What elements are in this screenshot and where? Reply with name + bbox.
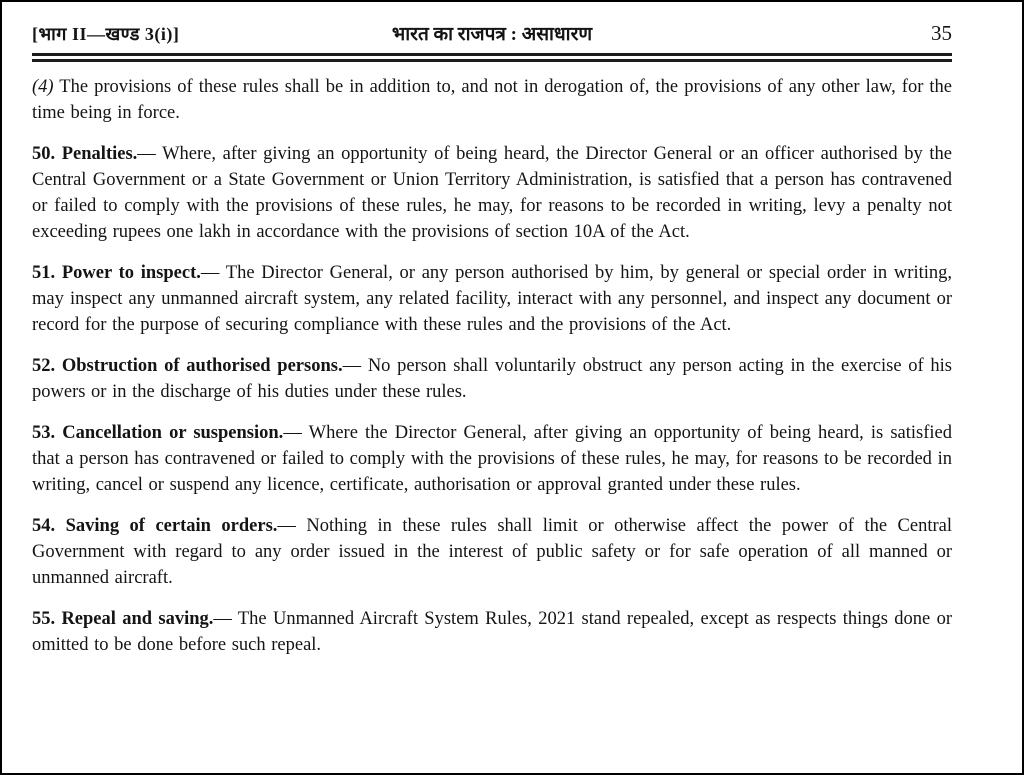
rule-52-text: — No person shall voluntarily obstruct any person acting in the exercise of his powers or in the discharge of his duties under these rules. — [32, 356, 952, 402]
rule-53-text: — Where the Director General, after giving an opportunity of being heard, is satisfied that a person has contravened or failed to comply with the provisions of these rules, he may, for reasons to be recorded in writing, cancel or suspend any licence, certificate, authorisation or approval granted under these rules. — [32, 423, 952, 495]
header-part-label: [भाग II—खण्ड 3(i)] — [32, 24, 180, 44]
paragraph-rule-54-saving-orders — [32, 513, 952, 591]
paragraph-rule-50-penalties — [32, 141, 952, 245]
rule-50-heading: 50. Penalties. — [32, 144, 138, 164]
paragraph-rule-52-obstruction — [32, 353, 952, 405]
rule-52-heading: 52. Obstruction of authorised persons. — [32, 356, 343, 376]
rule-53-heading: 53. Cancellation or suspension. — [32, 423, 284, 443]
rule-line-top — [32, 53, 952, 56]
subrule-4-number: (4) — [32, 77, 54, 97]
paragraph-rule-51-power-to-inspect — [32, 260, 952, 338]
header-page-number: 35 — [931, 21, 952, 45]
rule-51-heading: 51. Power to inspect. — [32, 263, 201, 283]
rule-54-heading: 54. Saving of certain orders. — [32, 516, 278, 536]
page-header — [32, 22, 952, 46]
subrule-4-text: The provisions of these rules shall be in addition to, and not in derogation of, the provisions of any other law, for the time being in force. — [32, 77, 952, 123]
rule-50-text: — Where, after giving an opportunity of being heard, the Director General or an officer authorised by the Central Government or a State Government or Union Territory Administration, is satisfied that a person has contravened or failed to comply with the provisions of these rules, he may, for reasons to be recorded in writing, levy a penalty not exceeding rupees one lakh in accordance with the provisions of section 10A of the Act. — [32, 144, 952, 242]
rule-55-heading: 55. Repeal and saving. — [32, 609, 214, 629]
rule-51-text: — The Director General, or any person authorised by him, by general or special order in writing, may inspect any unmanned aircraft system, any related facility, interact with any personnel, and inspect any document or record for the purpose of securing compliance with these rules and the provisions of the Act. — [32, 263, 952, 335]
paragraph-rule-53-cancellation — [32, 420, 952, 498]
rules-text-body — [32, 74, 952, 658]
paragraph-rule-55-repeal-saving — [32, 606, 952, 658]
rule-55-text: — The Unmanned Aircraft System Rules, 2021 stand repealed, except as respects things done or omitted to be done before such repeal. — [32, 609, 952, 655]
paragraph-subrule-4 — [32, 74, 952, 126]
header-gazette-title: भारत का राजपत्र : असाधारण — [391, 24, 593, 45]
rule-line-bottom — [32, 59, 952, 62]
header-double-rule — [32, 53, 952, 62]
rule-54-text: — Nothing in these rules shall limit or otherwise affect the power of the Central Government with regard to any order issued in the interest of public safety or for safe operation of all manned or unmanned aircraft. — [32, 516, 952, 588]
